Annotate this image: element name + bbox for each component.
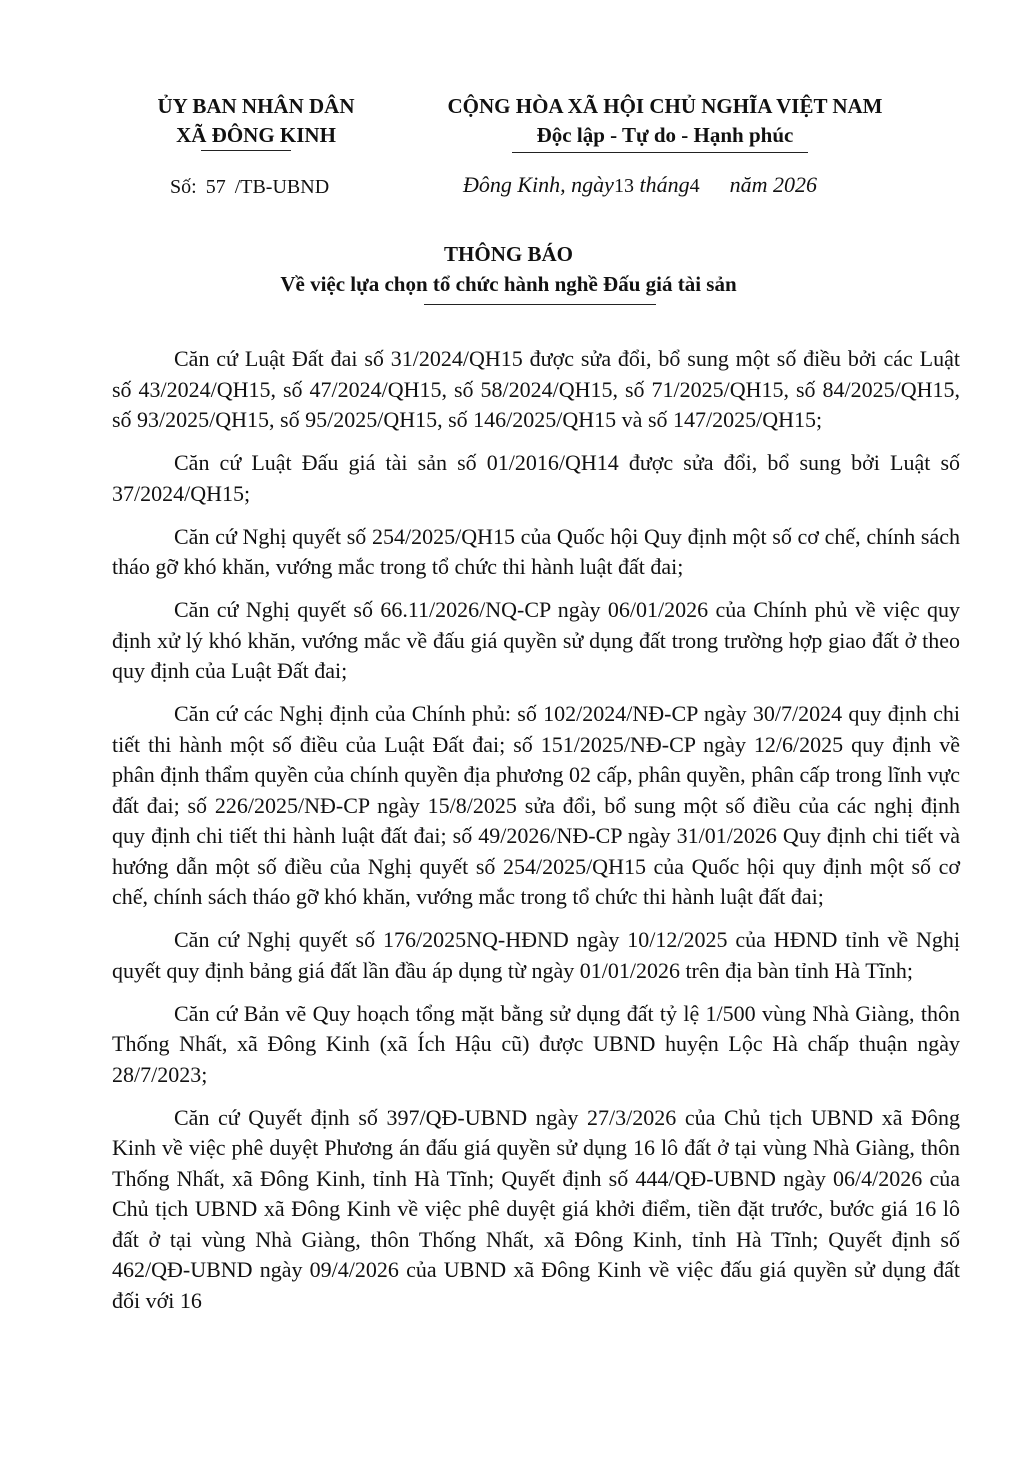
paragraph: Căn cứ Luật Đấu giá tài sản số 01/2016/QH14 được sửa đổi, bổ sung bởi Luật số 37/2024/QH15; — [112, 450, 960, 506]
so-number: 57 — [205, 176, 226, 198]
date-day: 13 — [613, 175, 634, 197]
national-motto — [400, 92, 930, 150]
paragraph: Căn cứ Quyết định số 397/QĐ-UBND ngày 27/3/2026 của Chủ tịch UBND xã Đông Kinh về việc phê duyệt Phương án đấu giá quyền sử dụng 16 lô đất ở tại vùng Nhà Giàng, thôn Thống Nhất, xã Đông Kinh, tỉnh Hà Tĩnh; Quyết định số 444/QĐ-UBND ngày 06/4/2026 của Chủ tịch UBND xã Đông Kinh về việc phê duyệt giá khởi điểm, tiền đặt trước, bước giá 16 lô đất ở tại vùng Nhà Giàng, thôn Thống Nhất, xã Đông Kinh, tỉnh Hà Tĩnh; Quyết định số 462/QĐ-UBND ngày 09/4/2026 của UBND xã Đông Kinh về việc đấu giá quyền sử dụng đất đối với 16 — [112, 1104, 960, 1313]
document-body — [112, 344, 960, 1327]
motto-underline — [512, 152, 808, 153]
paragraph: Căn cứ Nghị quyết số 176/2025NQ-HĐND ngày 10/12/2025 của HĐND tỉnh về Nghị quyết quy định bảng giá đất lần đầu áp dụng từ ngày 01/01/2026 trên địa bàn tỉnh Hà Tĩnh; — [112, 927, 960, 983]
document-title: THÔNG BÁO — [444, 242, 573, 266]
date-month: 4 — [689, 175, 700, 197]
so-label: Số: — [170, 176, 197, 198]
date-month-label: tháng — [639, 172, 690, 197]
paragraph: Căn cứ Bản vẽ Quy hoạch tổng mặt bằng sử dụng đất tỷ lệ 1/500 vùng Nhà Giàng, thôn Thống Nhất, xã Đông Kinh (xã Ích Hậu cũ) được UBND huyện Lộc Hà chấp thuận ngày 28/7/2023; — [112, 1000, 960, 1087]
paragraph: Căn cứ Nghị quyết số 66.11/2026/NQ-CP ngày 06/01/2026 của Chính phủ về việc quy định xử lý khó khăn, vướng mắc về đấu giá quyền sử dụng đất trong trường hợp giao đất ở theo quy định của Luật Đất đai; — [112, 597, 960, 683]
document-subtitle: Về việc lựa chọn tổ chức hành nghề Đấu giá tài sản — [280, 272, 737, 296]
paragraph: Căn cứ Nghị quyết số 254/2025/QH15 của Quốc hội Quy định một số cơ chế, chính sách tháo gỡ khó khăn, vướng mắc trong tổ chức thi hành luật đất đai; — [112, 523, 960, 579]
nation-line-1: CỘNG HÒA XÃ HỘI CHỦ NGHĨA VIỆT NAM — [447, 94, 883, 118]
title-underline — [424, 304, 656, 305]
document-number — [170, 176, 329, 199]
document-date — [463, 172, 817, 198]
agency-underline — [201, 150, 291, 151]
issuing-agency — [112, 92, 400, 150]
paragraph: Căn cứ Luật Đất đai số 31/2024/QH15 được sửa đổi, bổ sung một số điều bởi các Luật số 43/2024/QH15, số 47/2024/QH15, số 58/2024/QH15, số 71/2025/QH15, số 84/2025/QH15, số 93/2025/QH15, số 95/2025/QH15, số 146/2025/QH15 và số 147/2025/QH15; — [112, 346, 960, 432]
date-place: Đông Kinh, ngày — [463, 172, 614, 197]
nation-line-2: Độc lập - Tự do - Hạnh phúc — [536, 123, 794, 147]
date-year: năm 2026 — [729, 172, 817, 197]
agency-line-1: ỦY BAN NHÂN DÂN — [157, 94, 355, 118]
so-suffix: /TB-UBND — [234, 176, 330, 198]
agency-line-2: XÃ ĐÔNG KINH — [176, 123, 336, 147]
paragraph: Căn cứ các Nghị định của Chính phủ: số 102/2024/NĐ-CP ngày 30/7/2024 quy định chi tiết thi hành một số điều của Luật Đất đai; số 151/2025/NĐ-CP ngày 12/6/2025 quy định về phân định thẩm quyền của chính quyền địa phương 02 cấp, phân quyền, phân cấp trong lĩnh vực đất đai; số 226/2025/NĐ-CP ngày 15/8/2025 sửa đổi, bổ sung một số điều của các nghị định quy định chi tiết thi hành luật đất đai; số 49/2026/NĐ-CP ngày 31/01/2026 Quy định chi tiết và hướng dẫn một số điều của Nghị quyết số 254/2025/QH15 của Quốc hội quy định một số cơ chế, chính sách tháo gỡ khó khăn, vướng mắc trong tổ chức thi hành luật đất đai; — [112, 701, 960, 909]
